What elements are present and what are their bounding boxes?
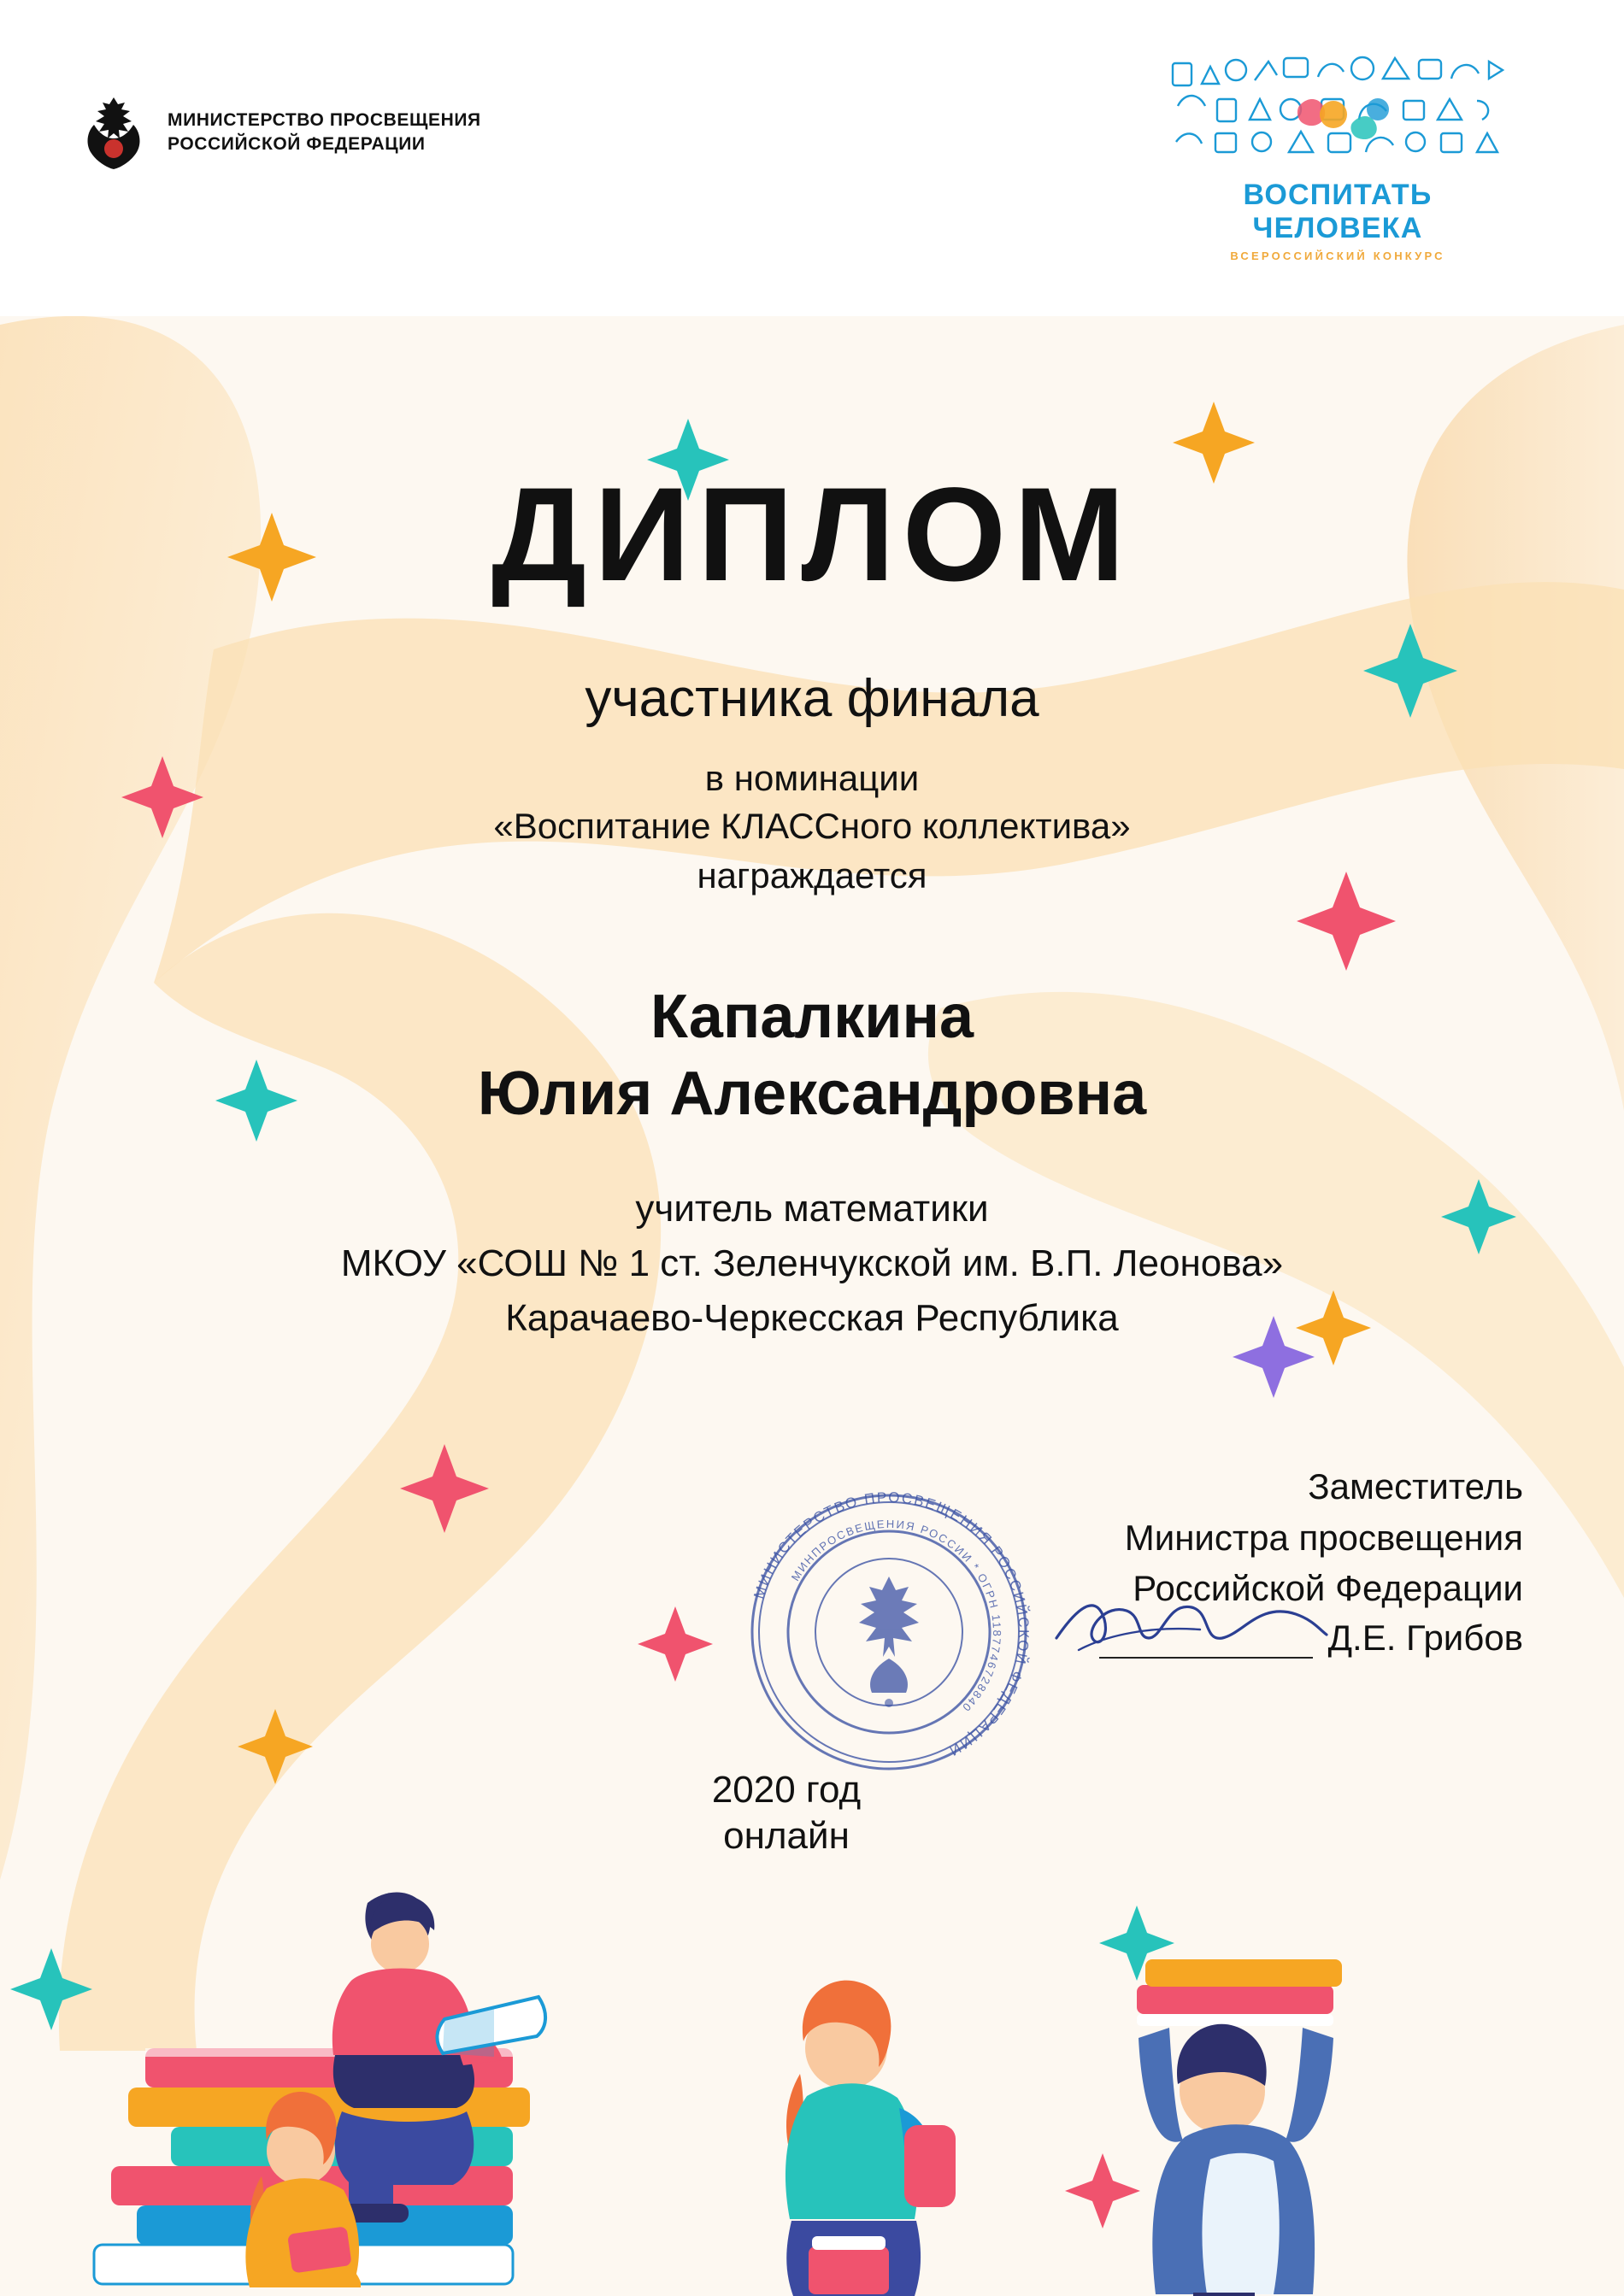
stamp-outer-text: МИНИСТЕРСТВО ПРОСВЕЩЕНИЯ РОССИЙСКОЙ ФЕДЕРАЦИИ — [750, 1489, 1033, 1760]
ministry-line-1: МИНИСТЕРСТВО ПРОСВЕЩЕНИЯ — [168, 109, 481, 130]
double-headed-eagle-icon — [79, 94, 149, 171]
nomination-name: «Воспитание КЛАССного коллектива» — [493, 806, 1131, 846]
signatory-name: Д.Е. Грибов — [1327, 1617, 1523, 1658]
recipient-organization: МКОУ «СОШ № 1 ст. Зеленчукской им. В.П. Леонова» — [340, 1242, 1284, 1284]
recipient-last-name: Капалкина — [650, 983, 974, 1051]
signature-line — [1099, 1618, 1313, 1659]
student-backpack-figure — [786, 1981, 956, 2296]
diploma-subtitle: участника финала — [585, 669, 1039, 728]
signature-line-2: Министра просвещения — [1124, 1517, 1523, 1558]
contest-illustration-icons — [1154, 32, 1521, 169]
nomination-label: в номинации — [704, 758, 920, 798]
student-lifting-book-figure — [1137, 1959, 1342, 2296]
recipient-first-patronymic: Юлия Александровна — [477, 1060, 1147, 1128]
stamp-eagle-icon — [859, 1577, 919, 1693]
page-title: ДИПЛОМ — [491, 461, 1133, 609]
signature-block — [993, 1461, 1523, 1659]
stamp-inner-text: МИНПРОСВЕЩЕНИЯ РОССИИ * ОГРН 1187746728840 — [788, 1517, 1004, 1716]
handwritten-signature-icon — [1048, 1585, 1330, 1662]
signature-line-3: Российской Федерации — [1133, 1568, 1523, 1609]
contest-subtitle: ВСЕРОССИЙСКИЙ КОНКУРС — [1230, 250, 1445, 262]
diploma-content — [0, 316, 1624, 1345]
ministry-emblem-block — [79, 94, 481, 171]
document-header — [0, 0, 1624, 316]
student-reading-figure — [332, 1892, 545, 2223]
year-label: 2020 год — [711, 1769, 862, 1811]
contest-logo — [1154, 32, 1521, 262]
year-block — [675, 1769, 897, 1858]
signature-name-row — [993, 1618, 1523, 1659]
recipient-name — [0, 978, 1624, 1132]
recipient-role: учитель математики — [635, 1188, 989, 1230]
signature-line-1: Заместитель — [1308, 1466, 1523, 1506]
ministry-name — [168, 109, 481, 157]
contest-title: ВОСПИТАТЬ ЧЕЛОВЕКА — [1243, 179, 1433, 244]
recipient-region: Карачаево-Черкесская Республика — [505, 1296, 1119, 1339]
format-label: онлайн — [723, 1815, 850, 1857]
awarded-label: награждается — [697, 855, 927, 895]
ministry-line-2: РОССИЙСКОЙ ФЕДЕРАЦИИ — [168, 134, 426, 154]
